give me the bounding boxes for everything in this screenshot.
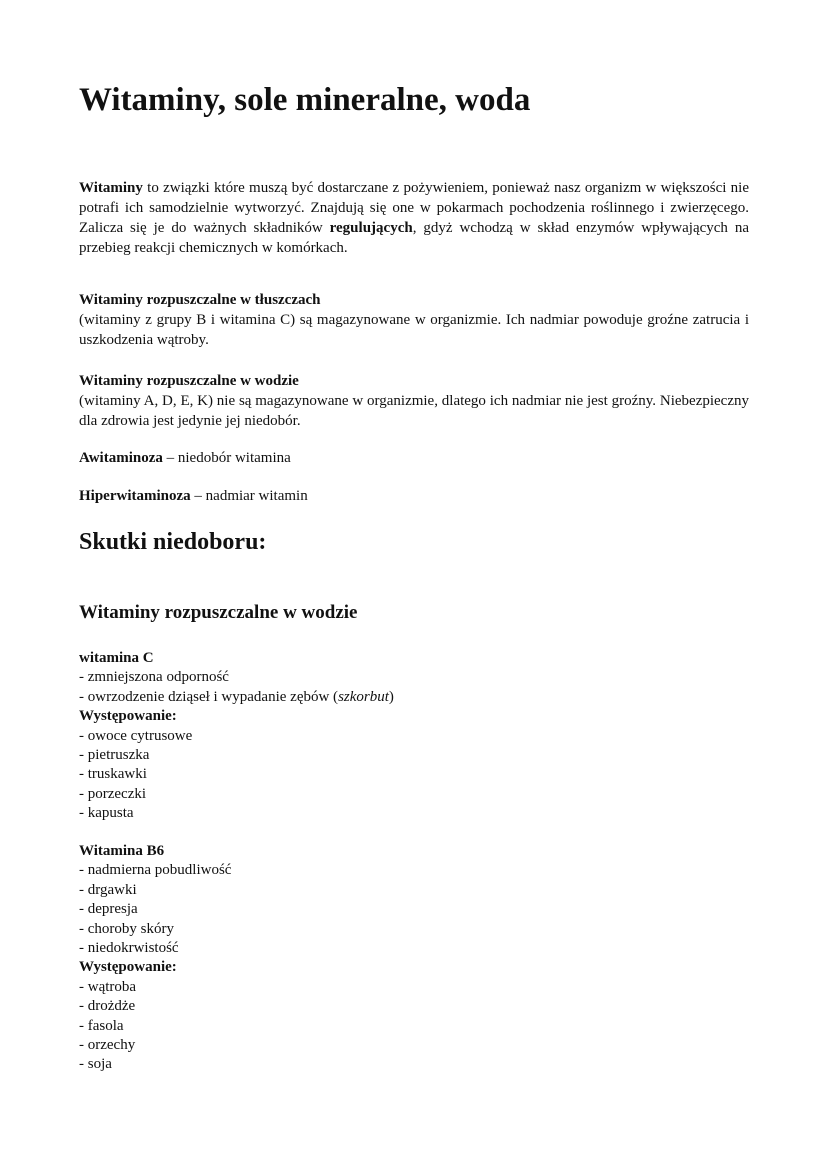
intro-text-2: , gdyż wchodzą w skład enzymów wpływających na przebieg reakcji chemicznych w komórkach.: [79, 220, 749, 256]
list-item: - truskawki: [79, 766, 147, 783]
vitamin-b6-block: [79, 842, 579, 1075]
list-item: - depresja: [79, 901, 138, 918]
list-item: - owoce cytrusowe: [79, 727, 193, 744]
page-title: Witaminy, sole mineralne, woda: [79, 82, 531, 118]
list-item: - niedokrwistość: [79, 940, 179, 957]
list-item: - choroby skóry: [79, 920, 174, 937]
list-item: - zmniejszona odporność: [79, 669, 229, 686]
list-item: - nadmierna pobudliwość: [79, 862, 232, 879]
fat-soluble-text: (witaminy z grupy B i witamina C) są magazynowane w organizmie. Ich nadmiar powoduje groźne zatrucia i uszkodzenia wątroby.: [79, 312, 749, 348]
avitaminosis-text: – niedobór witamina: [162, 450, 291, 466]
intro-paragraph: [79, 178, 749, 258]
vitamin-c-occurrence-label: Występowanie:: [79, 708, 177, 725]
water-soluble-heading: Witaminy rozpuszczalne w wodzie: [79, 373, 299, 389]
list-item: - soja: [79, 1056, 112, 1073]
vitamin-c-name: witamina C: [79, 650, 154, 666]
list-item: - pietruszka: [79, 747, 150, 764]
list-item: - fasola: [79, 1017, 124, 1034]
water-soluble-text: (witaminy A, D, E, K) nie są magazynowane w organizmie, dlatego ich nadmiar nie jest groźny. Niebezpieczny dla zdrowia jest jedynie jej niedobór.: [79, 393, 749, 429]
hypervitaminosis-definition: [79, 486, 749, 506]
avitaminosis-term: Awitaminoza: [79, 450, 163, 466]
vitamin-c-block: [79, 649, 579, 824]
list-item: - owrzodzenie dziąseł i wypadanie zębów (szkorbut): [79, 688, 394, 705]
list-item: - porzeczki: [79, 785, 147, 802]
scurvy-term: szkorbut: [338, 688, 389, 705]
intro-term: Witaminy: [79, 180, 143, 196]
fat-soluble-heading: Witaminy rozpuszczalne w tłuszczach: [79, 292, 321, 308]
effects-heading: Skutki niedoboru:: [79, 529, 267, 555]
avitaminosis-definition: [79, 448, 749, 468]
vitamin-b6-name: Witamina B6: [79, 843, 165, 859]
vitamin-b6-occurrence-label: Występowanie:: [79, 959, 177, 976]
hypervitaminosis-term: Hiperwitaminoza: [79, 488, 191, 504]
intro-text-1: to związki które muszą być dostarczane z pożywieniem, ponieważ nasz organizm w większości nie potrafi ich samodzielnie wytworzyć. Znajdują się one w pokarmach pochodzenia roślinnego i zwierzęcego. Zalicza się je do ważnych składników: [79, 180, 749, 236]
water-soluble-section: [79, 371, 749, 431]
list-item: - orzechy: [79, 1037, 136, 1054]
list-item: - wątroba: [79, 978, 137, 995]
fat-soluble-section: [79, 290, 749, 350]
section-heading: Witaminy rozpuszczalne w wodzie: [79, 602, 358, 623]
list-item: - drożdże: [79, 998, 136, 1015]
list-item: - kapusta: [79, 805, 134, 822]
hypervitaminosis-text: – nadmiar witamin: [190, 488, 308, 504]
list-item: - drgawki: [79, 881, 137, 898]
intro-emphasis: regulujących: [329, 220, 413, 236]
